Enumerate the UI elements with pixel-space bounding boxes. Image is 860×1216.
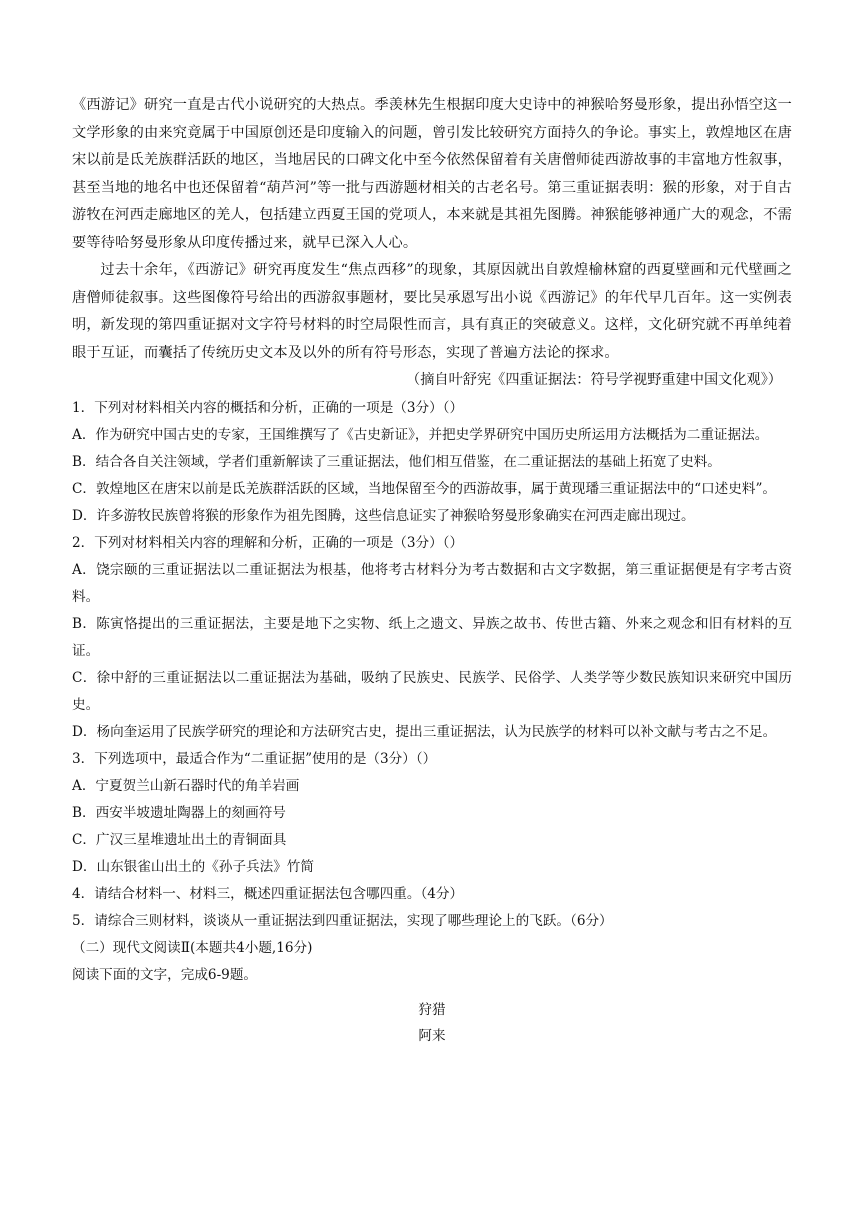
- question-3-option-d: D．山东银雀山出土的《孙子兵法》竹简: [72, 858, 314, 875]
- question-3-option-b: B．西安半坡遗址陶器上的刻画符号: [72, 804, 286, 821]
- question-3: [72, 746, 792, 881]
- question-4: 4．请结合材料一、材料三，概述四重证据法包含哪四重。（4分）: [72, 885, 464, 902]
- question-2: [72, 530, 792, 746]
- page-content: [72, 92, 792, 1049]
- question-1-option-b: B．结合各自关注领域，学者们重新解读了三重证据法，他们相互借鉴，在二重证据法的基础上拓宽了史料。: [72, 453, 721, 470]
- question-1: [72, 395, 792, 530]
- reading-passage: [72, 92, 792, 395]
- question-2-option-c: C．徐中舒的三重证据法以二重证据法为基础，吸纳了民族史、民族学、民俗学、人类学等少数民族知识来研究中国历史。: [72, 669, 792, 713]
- question-5: 5．请综合三则材料，谈谈从一重证据法到四重证据法，实现了哪些理论上的飞跃。（6分）: [72, 912, 613, 929]
- section-2-instruction: 阅读下面的文字，完成6-9题。: [72, 966, 258, 983]
- question-1-option-c: C．敦煌地区在唐宋以前是氐羌族群活跃的区域，当地保留至今的西游故事，属于黄现璠三重证据法中的“口述史料”。: [72, 480, 776, 497]
- section-2-heading: （二）现代文阅读Ⅱ(本题共4小题,16分): [72, 939, 313, 956]
- question-2-option-a: A．饶宗颐的三重证据法以二重证据法为根基，他将考古材料分为考古数据和古文字数据，第三重证据便是有字考古资料。: [72, 561, 792, 605]
- question-1-option-d: D．许多游牧民族曾将猴的形象作为祖先图腾，这些信息证实了神猴哈努曼形象确实在河西走廊出现过。: [72, 507, 695, 524]
- story-author: 阿来: [418, 1027, 446, 1044]
- passage-paragraph-2: 过去十余年，《西游记》研究再度发生“焦点西移”的现象，其原因就出自敦煌榆林窟的西夏壁画和元代壁画之唐僧师徒叙事。这些图像符号给出的西游叙事题材，要比吴承恩写出小说《西游记》的年代早几百年。这一实例表明，新发现的第四重证据对文字符号材料的时空局限性而言，具有真正的突破意义。这样，文化研究就不再单纯着眼于互证，而囊括了传统历史文本及以外的所有符号形态，实现了普遍方法论的探求。: [72, 262, 792, 361]
- question-1-stem: 1．下列对材料相关内容的概括和分析，正确的一项是（3分）（）: [72, 399, 464, 416]
- question-3-stem: 3．下列选项中，最适合作为“二重证据”使用的是（3分）（）: [72, 750, 437, 767]
- question-3-option-a: A．宁夏贺兰山新石器时代的角羊岩画: [72, 777, 300, 794]
- passage-citation: （摘自叶舒宪《四重证据法：符号学视野重建中国文化观》）: [406, 372, 782, 388]
- question-2-stem: 2．下列对材料相关内容的理解和分析，正确的一项是（3分）（）: [72, 534, 464, 551]
- passage-paragraph-1: 《西游记》研究一直是古代小说研究的大热点。季羡林先生根据印度大史诗中的神猴哈努曼形象，提出孙悟空这一文学形象的由来究竟属于中国原创还是印度输入的问题，曾引发比较研究方面持久的争论。事实上，敦煌地区在唐宋以前是氐羌族群活跃的地区，当地居民的口碑文化中至今依然保留着有关唐僧师徒西游故事的丰富地方性叙事，甚至当地的地名中也还保留着“葫芦河”等一批与西游题材相关的古老名号。第三重证据表明：猴的形象，对于自古游牧在河西走廊地区的羌人，包括建立西夏王国的党项人，本来就是其祖先图腾。神猴能够神通广大的观念，不需要等待哈努曼形象从印度传播过来，就早已深入人心。: [72, 97, 792, 251]
- story-title: 狩猎: [418, 1001, 446, 1018]
- question-1-option-a: A．作为研究中国古史的专家，王国维撰写了《古史新证》，并把史学界研究中国历史所运用方法概括为二重证据法。: [72, 426, 769, 443]
- question-2-option-d: D．杨向奎运用了民族学研究的理论和方法研究古史，提出三重证据法，认为民族学的材料可以补文献与考古之不足。: [72, 723, 777, 740]
- question-3-option-c: C．广汉三星堆遗址出土的青铜面具: [72, 831, 287, 848]
- question-2-option-b: B．陈寅恪提出的三重证据法，主要是地下之实物、纸上之遗文、异族之故书、传世古籍、外来之观念和旧有材料的互证。: [72, 615, 792, 659]
